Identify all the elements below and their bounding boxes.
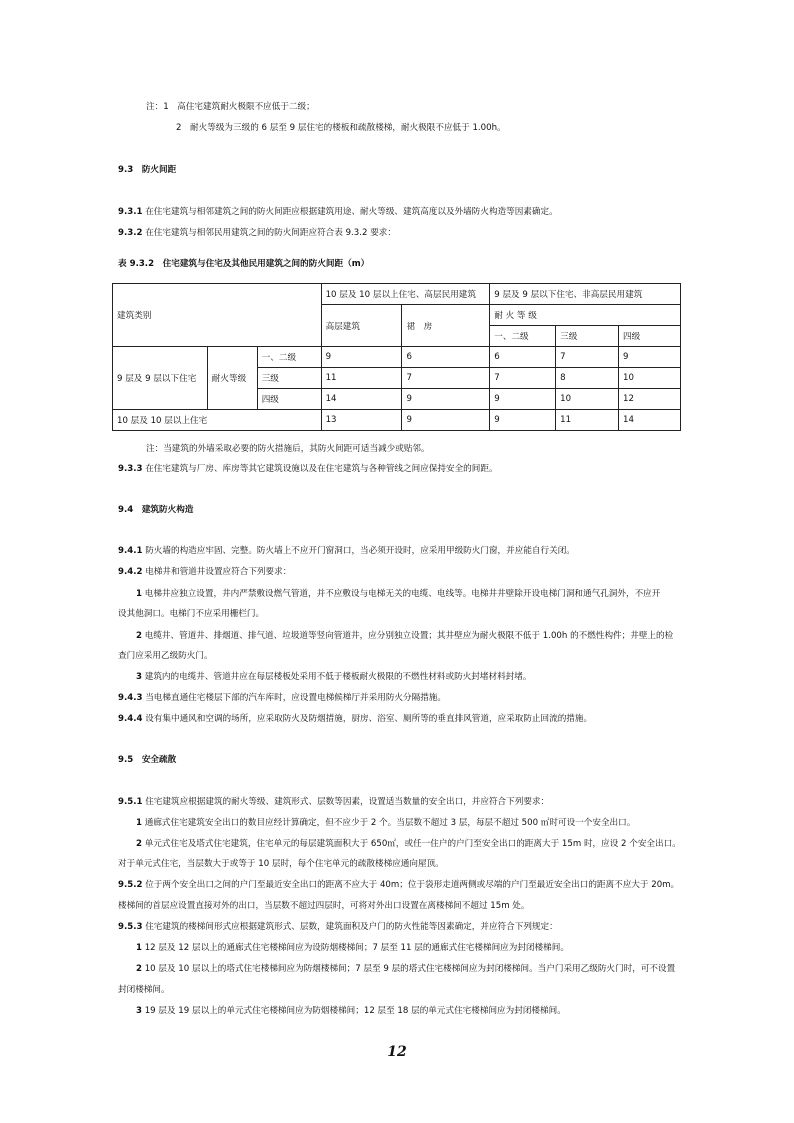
table-cell: 14 <box>619 410 681 431</box>
clause-number: 9.4.2 <box>118 567 143 577</box>
clause-text: 防火墙的构造应牢固、完整。防火墙上不应开门窗洞口，当必须开设时，应采用甲级防火门窗，并应能自行关闭。 <box>145 546 575 556</box>
clause-9-4-3 <box>118 692 446 704</box>
table-cell: 6 <box>490 347 556 368</box>
clause-9-3-2 <box>118 227 396 239</box>
table-cell: 6 <box>402 347 490 368</box>
table-row-label: 四级 <box>257 389 321 410</box>
section-heading-9-4: 9.4 建筑防火构造 <box>118 505 194 515</box>
table-row-label: 一、二级 <box>257 347 321 368</box>
table-fire-grade-label: 耐火等级 <box>207 347 257 410</box>
clause-9-4-1 <box>118 545 575 557</box>
clause-text: 位于两个安全出口之间的户门至最近安全出口的距离不应大于 40m；位于袋形走道两侧或尽端的户门至最近安全出口的距离不应大于 20m。 <box>145 880 680 890</box>
table-note: 注：当建筑的外墙采取必要的防火措施后，其防火间距可适当减少或贴邻。 <box>146 444 430 454</box>
table-cell: 14 <box>321 389 402 410</box>
clause-number: 9.3.1 <box>118 207 143 217</box>
item-9-4-2-1-line-1 <box>136 588 660 600</box>
item-9-5-3-1 <box>136 942 569 954</box>
table-cell: 9 <box>619 347 681 368</box>
item-text: 通廊式住宅建筑安全出口的数目应经计算确定，但不应少于 2 个。当层数不超过 3 层，每层不超过 500 ㎡时可设一个安全出口。 <box>144 818 636 828</box>
table-row-label: 三级 <box>257 368 321 389</box>
note-line-2: 2 耐火等级为三级的 6 层至 9 层住宅的楼板和疏散楼梯，耐火极限不应低于 1.00h。 <box>176 123 506 133</box>
clause-9-5-2-line-1 <box>118 879 679 891</box>
clause-text: 住宅建筑应根据建筑的耐火等级、建筑形式、层数等因素，设置适当数量的安全出口，并应符合下列要求： <box>145 797 550 807</box>
clause-9-3-3 <box>118 463 498 475</box>
item-9-4-2-3 <box>136 671 531 683</box>
clause-text: 设有集中通风和空调的场所，应采取防火及防烟措施，厨房、浴室、厕所等的垂直排风管道，应采取防止回流的措施。 <box>145 714 593 724</box>
table-cell: 7 <box>556 347 619 368</box>
item-number: 3 <box>136 1006 142 1016</box>
table-cell: 9 <box>402 410 490 431</box>
table-cell: 9 <box>490 389 556 410</box>
table-cell: 13 <box>321 410 402 431</box>
item-number: 1 <box>136 943 142 953</box>
table-cell: 9 <box>321 347 402 368</box>
clause-9-5-2-line-2: 楼梯间的首层应设置直接对外的出口，当层数不超过四层时，可将对外出口设置在离楼梯间不超过 15m 处。 <box>118 901 530 911</box>
table-caption: 表 9.3.2 住宅建筑与住宅及其他民用建筑之间的防火间距（m） <box>118 259 370 269</box>
section-heading-9-3: 9.3 防火间距 <box>118 165 177 175</box>
clause-9-4-4 <box>118 713 592 725</box>
clause-text: 在住宅建筑与相邻民用建筑之间的防火间距应符合表 9.3.2 要求： <box>145 228 396 238</box>
clause-text: 当电梯直通住宅楼层下部的汽车库时，应设置电梯候梯厅并采用防火分隔措施。 <box>145 693 446 703</box>
table-cell: 11 <box>321 368 402 389</box>
fire-distance-table <box>112 283 681 431</box>
note-line-1: 注：1 高住宅建筑耐火极限不应低于二级； <box>146 102 315 112</box>
table-cell: 9 <box>402 389 490 410</box>
clause-9-4-2 <box>118 566 291 578</box>
item-text: 电梯井应独立设置，井内严禁敷设燃气管道，并不应敷设与电梯无关的电缆、电线等。电梯井井壁除开设电梯门洞和通气孔洞外，不应开 <box>144 589 661 599</box>
table-group-low: 9 层及 9 层以下住宅、非高层民用建筑 <box>490 284 681 305</box>
table-row-high-label: 10 层及 10 层以上住宅 <box>113 410 322 431</box>
clause-text: 在住宅建筑与厂房、库房等其它建筑设施以及在住宅建筑与各种管线之间应保持安全的间距。 <box>145 464 498 474</box>
item-number: 2 <box>136 839 142 849</box>
table-cell: 7 <box>490 368 556 389</box>
page-number: 12 <box>387 1044 407 1060</box>
item-9-4-2-2-line-2: 查门应采用乙级防火门。 <box>118 651 213 661</box>
item-number: 2 <box>136 964 142 974</box>
clause-number: 9.4.3 <box>118 693 143 703</box>
item-text: 10 层及 10 层以上的塔式住宅楼梯间应为防烟楼梯间；7 层至 9 层的塔式住宅楼梯间应为封闭楼梯间。当户门采用乙级防火门时，可不设置 <box>144 964 676 974</box>
clause-number: 9.4.1 <box>118 546 143 556</box>
item-9-5-1-2-line-2: 对于单元式住宅，当层数大于或等于 10 层时，每个住宅单元的疏散楼梯应通向屋顶。 <box>118 859 444 869</box>
clause-number: 9.3.2 <box>118 228 143 238</box>
section-heading-9-5: 9.5 安全疏散 <box>118 755 177 765</box>
clause-text: 在住宅建筑与相邻建筑之间的防火间距应根据建筑用途、耐火等级、建筑高度以及外墙防火构造等因素确定。 <box>145 207 558 217</box>
table-cell: 10 <box>619 368 681 389</box>
clause-9-5-3 <box>118 921 558 933</box>
item-9-5-1-1 <box>136 817 635 829</box>
clause-number: 9.5.3 <box>118 922 143 932</box>
clause-number: 9.3.3 <box>118 464 143 474</box>
table-cell: 11 <box>556 410 619 431</box>
table-cell: 12 <box>619 389 681 410</box>
item-text: 建筑内的电缆井、管道井应在每层楼板处采用不低于楼板耐火极限的不燃性材料或防火封堵材料封堵。 <box>144 672 532 682</box>
table-corner-cell: 建筑类别 <box>113 284 322 347</box>
table-col-grade-1-2: 一、二级 <box>490 326 556 347</box>
table-row <box>113 347 681 368</box>
table-cell: 10 <box>556 389 619 410</box>
table-row <box>113 410 681 431</box>
item-text: 电缆井、管道井、排烟道、排气道、垃圾道等竖向管道井，应分别独立设置；其井壁应为耐火极限不低于 1.00h 的不燃性构件；井壁上的检 <box>144 631 674 641</box>
table-col-grade-4: 四级 <box>619 326 681 347</box>
item-text: 单元式住宅及塔式住宅建筑，住宅单元的每层建筑面积大于 650㎡，或任一住户的户门至安全出口的距离大于 15m 时，应设 2 个安全出口。 <box>144 839 681 849</box>
clause-number: 9.5.1 <box>118 797 143 807</box>
item-text: 12 层及 12 层以上的通廊式住宅楼梯间应为设防烟楼梯间；7 层至 11 层的通廊式住宅楼梯间应为封闭楼梯间。 <box>144 943 569 953</box>
table-header-row-1 <box>113 284 681 305</box>
table-cell: 8 <box>556 368 619 389</box>
clause-number: 9.5.2 <box>118 880 143 890</box>
item-9-5-1-2-line-1 <box>136 838 681 850</box>
table-col-high-building: 高层建筑 <box>321 305 402 347</box>
clause-text: 住宅建筑的楼梯间形式应根据建筑形式、层数，建筑面积及户门的防火性能等因素确定，并应符合下列规定： <box>145 922 558 932</box>
table-col-podium: 裙 房 <box>402 305 490 347</box>
table-cell: 9 <box>490 410 556 431</box>
item-number: 3 <box>136 672 142 682</box>
table-col-grade-3: 三级 <box>556 326 619 347</box>
table-group-high: 10 层及 10 层以上住宅、高层民用建筑 <box>321 284 490 305</box>
item-9-5-3-2-line-1 <box>136 963 675 975</box>
item-number: 1 <box>136 589 142 599</box>
table-row-low-label: 9 层及 9 层以下住宅 <box>113 347 208 410</box>
item-9-4-2-2-line-1 <box>136 630 673 642</box>
item-9-4-2-1-line-2: 设其他洞口。电梯门不应采用栅栏门。 <box>118 609 265 619</box>
clause-9-3-1 <box>118 206 558 218</box>
item-number: 2 <box>136 631 142 641</box>
clause-9-5-1 <box>118 796 549 808</box>
item-text: 19 层及 19 层以上的单元式住宅楼梯间应为防烟楼梯间；12 层至 18 层的单元式住宅楼梯间应为封闭楼梯间。 <box>144 1006 566 1016</box>
item-9-5-3-3 <box>136 1005 566 1017</box>
table-cell: 7 <box>402 368 490 389</box>
table-col-fire-grade: 耐 火 等 级 <box>490 305 681 326</box>
clause-text: 电梯井和管道井设置应符合下列要求： <box>145 567 292 577</box>
item-number: 1 <box>136 818 142 828</box>
clause-number: 9.4.4 <box>118 714 143 724</box>
item-9-5-3-2-line-2: 封闭楼梯间。 <box>118 985 170 995</box>
